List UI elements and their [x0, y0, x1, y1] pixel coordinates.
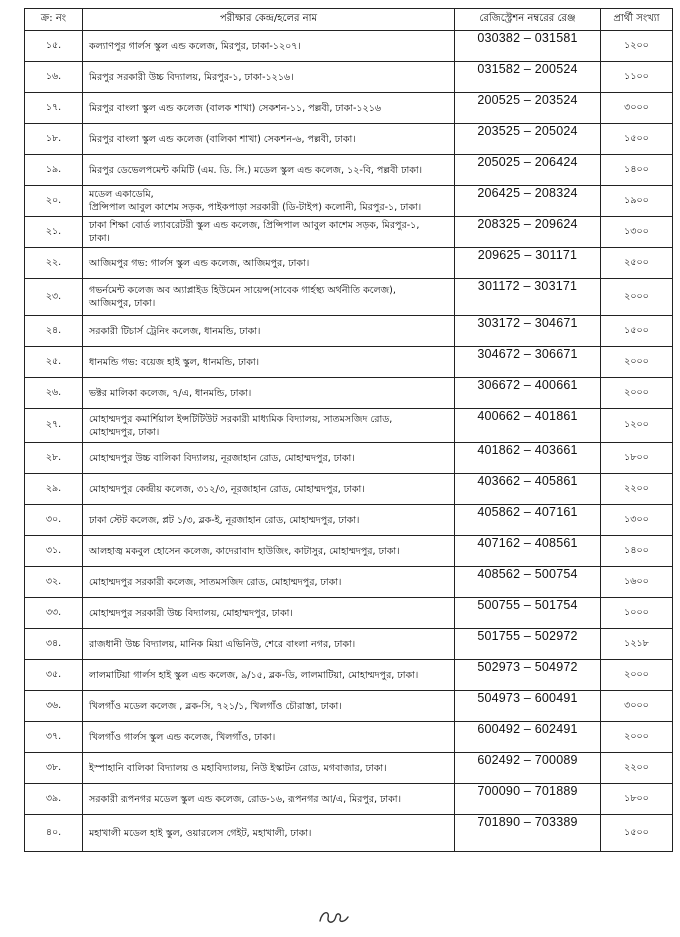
table-row — [25, 316, 673, 347]
table-row — [25, 409, 673, 443]
table-row — [25, 629, 673, 660]
row-registration-range: 303172 – 304671 — [455, 316, 601, 347]
center-name-line: মোহাম্মদপুর সরকারী উচ্চ বিদ্যালয়, মোহাম্মদপুর, ঢাকা। — [89, 607, 293, 619]
center-name-line: সরকারী টিচার্স ট্রেনিং কলেজ, ধানমন্ডি, ঢাকা। — [89, 325, 261, 337]
row-registration-range: 208325 – 209624 — [455, 217, 601, 248]
row-candidate-count: ১৪০০ — [601, 536, 673, 567]
row-center-name — [83, 722, 455, 753]
row-center-name — [83, 217, 455, 248]
table-row — [25, 279, 673, 316]
row-candidate-count: ১৯০০ — [601, 186, 673, 217]
row-registration-range: 701890 – 703389 — [455, 815, 601, 852]
header-registration-range: রেজিস্ট্রেশন নম্বরের রেঞ্জ — [455, 9, 601, 31]
row-candidate-count: ১৩০০ — [601, 505, 673, 536]
center-name-line: ঢাকা। — [89, 233, 110, 244]
row-candidate-count: ১৬০০ — [601, 567, 673, 598]
center-name-line: প্রিন্সিপাল আবুল কাশেম সড়ক, পাইকপাড়া সরকারী (ডি-টাইপ) কলোনী, মিরপুর-১, ঢাকা। — [89, 202, 422, 213]
signature-mark — [316, 905, 352, 929]
row-serial: ২৯. — [25, 474, 83, 505]
row-serial: ৩১. — [25, 536, 83, 567]
row-center-name — [83, 409, 455, 443]
row-center-name — [83, 629, 455, 660]
center-name-line: মিরপুর বাংলা স্কুল এন্ড কলেজ (বালক শাখা) সেকশন-১১, পল্লবী, ঢাকা-১২১৬ — [89, 102, 382, 114]
center-name-line: মোহাম্মদপুর সরকারী কলেজ, সাতমসজিদ রোড, মোহাম্মদপুর, ঢাকা। — [89, 576, 342, 588]
row-registration-range: 407162 – 408561 — [455, 536, 601, 567]
center-name-line: কল্যাণপুর গার্লস স্কুল এন্ড কলেজ, মিরপুর, ঢাকা-১২০৭। — [89, 40, 301, 52]
center-name-line: মোহাম্মদপুর কমার্শিয়াল ইন্সটিটিউট সরকারী মাধ্যমিক বিদ্যালয়, সাতমসজিদ রোড, — [89, 413, 393, 425]
table-row — [25, 753, 673, 784]
table-row — [25, 691, 673, 722]
row-candidate-count: ১২০০ — [601, 31, 673, 62]
center-name-line: সরকারী রূপনগর মডেল স্কুল এন্ড কলেজ, রোড-১৬, রূপনগর আ/এ, মিরপুর, ঢাকা। — [89, 793, 401, 805]
row-registration-range: 209625 – 301171 — [455, 248, 601, 279]
row-candidate-count: ২২০০ — [601, 753, 673, 784]
row-registration-range: 502973 – 504972 — [455, 660, 601, 691]
row-registration-range: 030382 – 031581 — [455, 31, 601, 62]
table-row — [25, 378, 673, 409]
row-registration-range: 401862 – 403661 — [455, 443, 601, 474]
row-center-name — [83, 347, 455, 378]
table-row — [25, 186, 673, 217]
row-candidate-count: ১০০০ — [601, 598, 673, 629]
center-name-line: রাজধানী উচ্চ বিদ্যালয়, মানিক মিয়া এভিনিউ, শেরে বাংলা নগর, ঢাকা। — [89, 638, 356, 650]
table-row — [25, 567, 673, 598]
row-center-name — [83, 567, 455, 598]
row-candidate-count: ২০০০ — [601, 722, 673, 753]
row-center-name — [83, 31, 455, 62]
center-name-line: মডেল একাডেমি, — [89, 189, 154, 200]
row-center-name — [83, 474, 455, 505]
row-registration-range: 602492 – 700089 — [455, 753, 601, 784]
header-center-name: পরীক্ষার কেন্দ্র/হলের নাম — [83, 9, 455, 31]
table-row — [25, 784, 673, 815]
row-registration-range: 205025 – 206424 — [455, 155, 601, 186]
center-name-line: মিরপুর বাংলা স্কুল এন্ড কলেজ (বালিকা শাখা) সেকশন-৬, পল্লবী, ঢাকা। — [89, 133, 356, 145]
row-registration-range: 304672 – 306671 — [455, 347, 601, 378]
row-serial: ৪০. — [25, 815, 83, 852]
row-serial: ৩৪. — [25, 629, 83, 660]
center-name-line: মোহাম্মদপুর, ঢাকা। — [89, 426, 160, 438]
table-row — [25, 217, 673, 248]
table-row — [25, 248, 673, 279]
table-row — [25, 722, 673, 753]
row-registration-range: 306672 – 400661 — [455, 378, 601, 409]
row-candidate-count: ১৮০০ — [601, 784, 673, 815]
row-center-name — [83, 505, 455, 536]
row-center-name — [83, 815, 455, 852]
row-serial: ৩০. — [25, 505, 83, 536]
row-registration-range: 400662 – 401861 — [455, 409, 601, 443]
header-candidate-count: প্রার্থী সংখ্যা — [601, 9, 673, 31]
center-name-line: মহাখালী মডেল হাই স্কুল, ওয়ারলেস গেইট, মহাখালী, ঢাকা। — [89, 827, 312, 839]
row-registration-range: 301172 – 303171 — [455, 279, 601, 316]
table-row — [25, 93, 673, 124]
row-center-name — [83, 316, 455, 347]
row-candidate-count: ১১০০ — [601, 62, 673, 93]
row-registration-range: 206425 – 208324 — [455, 186, 601, 217]
row-serial: ১৭. — [25, 93, 83, 124]
center-name-line: মিরপুর ডেভেলপমেন্ট কমিটি (এম. ডি. সি.) মডেল স্কুল এন্ড কলেজ, ১২-বি, পল্লবী ঢাকা। — [89, 164, 423, 176]
row-center-name — [83, 279, 455, 316]
row-candidate-count: ১২১৮ — [601, 629, 673, 660]
row-candidate-count: ২০০০ — [601, 660, 673, 691]
table-row — [25, 443, 673, 474]
row-serial: ২৭. — [25, 409, 83, 443]
row-serial: ২৪. — [25, 316, 83, 347]
row-serial: ৩৩. — [25, 598, 83, 629]
row-serial: ২৮. — [25, 443, 83, 474]
row-serial: ১৮. — [25, 124, 83, 155]
row-serial: ১৫. — [25, 31, 83, 62]
table-row — [25, 815, 673, 852]
row-serial: ২২. — [25, 248, 83, 279]
center-name-line: আজিমপুর, ঢাকা। — [89, 298, 156, 309]
row-serial: ৩২. — [25, 567, 83, 598]
row-registration-range: 408562 – 500754 — [455, 567, 601, 598]
table-row — [25, 62, 673, 93]
row-serial: ১৯. — [25, 155, 83, 186]
row-registration-range: 700090 – 701889 — [455, 784, 601, 815]
row-serial: ৩৯. — [25, 784, 83, 815]
row-registration-range: 031582 – 200524 — [455, 62, 601, 93]
row-candidate-count: ৩০০০ — [601, 93, 673, 124]
row-serial: ২১. — [25, 217, 83, 248]
center-name-line: খিলগাঁও মডেল কলেজ , ব্লক-সি, ৭২১/১, খিলগাঁও চৌরাস্তা, ঢাকা। — [89, 700, 342, 712]
row-center-name — [83, 155, 455, 186]
row-candidate-count: ১৫০০ — [601, 815, 673, 852]
row-center-name — [83, 443, 455, 474]
row-center-name — [83, 753, 455, 784]
row-center-name — [83, 598, 455, 629]
center-name-line: ঢাকা স্টেট কলেজ, প্লট ১/৩, ব্লক-ই, নূরজাহান রোড, মোহাম্মদপুর, ঢাকা। — [89, 514, 360, 526]
row-registration-range: 501755 – 502972 — [455, 629, 601, 660]
row-registration-range: 405862 – 407161 — [455, 505, 601, 536]
center-name-line: ভক্টর মালিকা কলেজ, ৭/এ, ধানমন্ডি, ঢাকা। — [89, 387, 252, 399]
row-center-name — [83, 186, 455, 217]
row-candidate-count: ১৮০০ — [601, 443, 673, 474]
row-serial: ১৬. — [25, 62, 83, 93]
center-name-line: মোহাম্মদপুর কেন্দ্রীয় কলেজ, ৩১২/৩, নূরজাহান রোড, মোহাম্মদপুর, ঢাকা। — [89, 483, 365, 495]
center-name-line: ধানমন্ডি গভ: বয়েজ হাই স্কুল, ধানমন্ডি, ঢাকা। — [89, 356, 260, 368]
center-name-line: মিরপুর সরকারী উচ্চ বিদ্যালয়, মিরপুর-১, ঢাকা-১২১৬। — [89, 71, 294, 83]
center-name-line: ইস্পাহানি বালিকা বিদ্যালয় ও মহাবিদ্যালয়, নিউ ইস্কাটন রোড, মগবাজার, ঢাকা। — [89, 762, 387, 774]
center-name-line: গভর্নমেন্ট কলেজ অব অ্যাপ্লাইড হিউমেন সায়েন্স(সাবেক গার্হস্থ্য অর্থনীতি কলেজ), — [89, 285, 396, 296]
row-registration-range: 500755 – 501754 — [455, 598, 601, 629]
row-candidate-count: ২৫০০ — [601, 248, 673, 279]
center-name-line: ঢাকা শিক্ষা বোর্ড ল্যাবরেটরী স্কুল এন্ড কলেজ, প্রিন্সিপাল আবুল কাশেম সড়ক, মিরপুর-১, — [89, 220, 420, 231]
row-center-name — [83, 93, 455, 124]
row-candidate-count: ২০০০ — [601, 378, 673, 409]
table-body — [25, 31, 673, 852]
table-row — [25, 536, 673, 567]
row-serial: ৩৬. — [25, 691, 83, 722]
exam-center-table — [24, 8, 673, 852]
row-center-name — [83, 124, 455, 155]
header-serial: ক্র: নং — [25, 9, 83, 31]
row-registration-range: 200525 – 203524 — [455, 93, 601, 124]
center-name-line: লালমাটিয়া গার্লস হাই স্কুল এন্ড কলেজ, ৯/১৫, ব্লক-ডি, লালমাটিয়া, মোহাম্মদপুর, ঢাকা। — [89, 669, 419, 681]
center-name-line: আলহাজ্ব মকবুল হোসেন কলেজ, কাদেরাবাদ হাউজিং, কাটাসুর, মোহাম্মদপুর, ঢাকা। — [89, 545, 400, 557]
row-candidate-count: ১৩০০ — [601, 217, 673, 248]
table-row — [25, 660, 673, 691]
exam-center-list — [24, 8, 672, 852]
row-center-name — [83, 378, 455, 409]
row-candidate-count: ১৫০০ — [601, 124, 673, 155]
table-row — [25, 124, 673, 155]
row-center-name — [83, 691, 455, 722]
row-candidate-count: ১৫০০ — [601, 316, 673, 347]
row-serial: ২৬. — [25, 378, 83, 409]
row-center-name — [83, 660, 455, 691]
center-name-line: আজিমপুর গভ: গার্লস স্কুল এন্ড কলেজ, আজিমপুর, ঢাকা। — [89, 257, 310, 269]
row-candidate-count: ২০০০ — [601, 347, 673, 378]
table-row — [25, 474, 673, 505]
row-serial: ৩৮. — [25, 753, 83, 784]
row-center-name — [83, 536, 455, 567]
table-header-row — [25, 9, 673, 31]
row-candidate-count: ২০০০ — [601, 279, 673, 316]
row-candidate-count: ১৪০০ — [601, 155, 673, 186]
row-center-name — [83, 248, 455, 279]
row-serial: ২৫. — [25, 347, 83, 378]
row-candidate-count: ৩০০০ — [601, 691, 673, 722]
row-serial: ৩৫. — [25, 660, 83, 691]
row-registration-range: 600492 – 602491 — [455, 722, 601, 753]
row-serial: ২৩. — [25, 279, 83, 316]
row-serial: ৩৭. — [25, 722, 83, 753]
center-name-line: মোহাম্মদপুর উচ্চ বালিকা বিদ্যালয়, নূরজাহান রোড, মোহাম্মদপুর, ঢাকা। — [89, 452, 355, 464]
center-name-line: খিলগাঁও গার্লস স্কুল এন্ড কলেজ, খিলগাঁও, ঢাকা। — [89, 731, 276, 743]
row-serial: ২০. — [25, 186, 83, 217]
row-center-name — [83, 784, 455, 815]
row-candidate-count: ১২০০ — [601, 409, 673, 443]
row-registration-range: 504973 – 600491 — [455, 691, 601, 722]
row-registration-range: 203525 – 205024 — [455, 124, 601, 155]
table-row — [25, 155, 673, 186]
row-center-name — [83, 62, 455, 93]
row-registration-range: 403662 – 405861 — [455, 474, 601, 505]
table-row — [25, 31, 673, 62]
table-row — [25, 505, 673, 536]
table-row — [25, 347, 673, 378]
row-candidate-count: ২২০০ — [601, 474, 673, 505]
table-row — [25, 598, 673, 629]
